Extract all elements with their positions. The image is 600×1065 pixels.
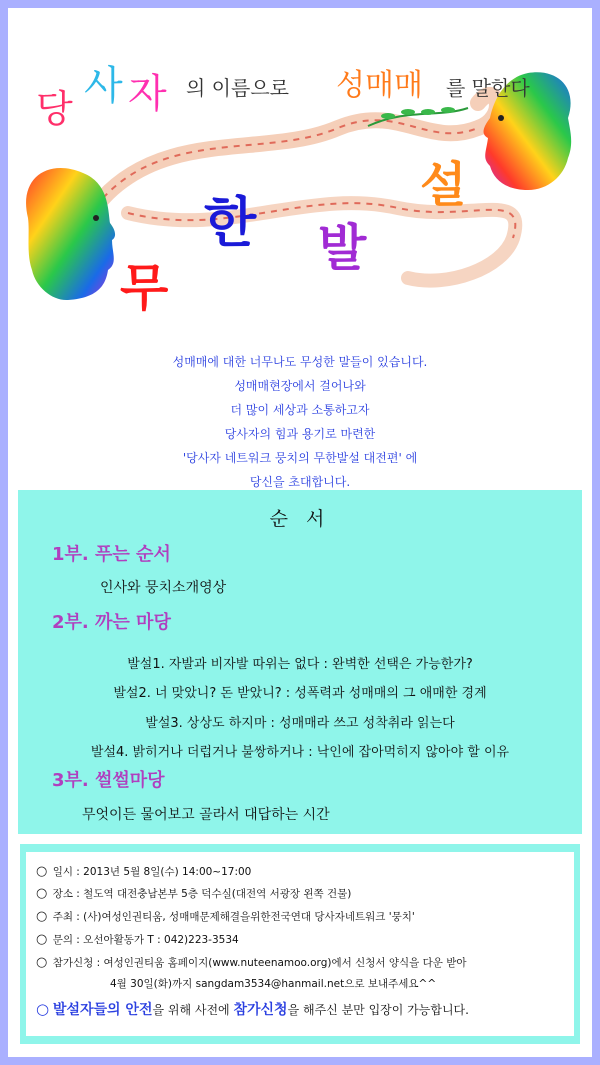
part3-desc: 무엇이든 물어보고 골라서 대답하는 시간 [82,807,330,823]
part2-title: 2부. 까는 마당 [52,612,171,633]
notice-highlight-1: 발설자들의 안전 [52,1002,153,1018]
info-box [26,852,574,1036]
title-text-2: 를 말한다 [446,76,530,100]
bullet-circle-icon: ○ [36,955,48,970]
info-place [36,886,351,901]
info-host [36,909,415,924]
poster-title [36,54,576,131]
info-contact-text: 문의 : 오선아활동가 T : 042)223-3534 [52,934,239,946]
part1-title: 1부. 푸는 순서 [52,544,171,565]
intro-line: 성매매에 대한 너무나도 무성한 말들이 있습니다. [172,355,428,369]
talk-item: 발설3. 상상도 하지마 : 성매매라 쓰고 성착취라 읽는다 [145,716,455,731]
info-date [36,864,251,879]
big-word-1: 무 [120,259,169,317]
info-panel [20,844,580,1044]
bullet-circle-icon: ○ [36,932,48,947]
info-host-text: 주최 : (사)여성인권티움, 성매매문제해결을위한전국연대 당사자네트워크 '뭉치' [52,911,415,923]
intro-line: '당사자 네트워크 뭉치의 무한발설 대전편' 에 [182,451,418,465]
info-date-text: 일시 : 2013년 5월 8일(수) 14:00~17:00 [52,866,252,878]
big-word-3: 발 [318,219,367,277]
title-text-1: 의 이름으로 [186,76,289,100]
info-apply [36,955,467,970]
hero-illustration [8,8,592,338]
bullet-circle-icon: ○ [36,909,48,924]
bullet-circle-icon: ○ [36,886,48,901]
notice-text-2: 을 해주신 분만 입장이 가능합니다. [287,1003,469,1017]
program-title: 순 서 [269,508,331,530]
part3-title: 3부. 썰썰마당 [52,770,165,791]
part1-desc: 인사와 뭉치소개영상 [100,580,227,596]
intro-line: 성매매현장에서 걸어나와 [234,379,366,393]
poster [8,8,592,1057]
title-char-2: 사 [84,63,123,109]
talk-item: 발설1. 자발과 비자발 따위는 없다 : 완벽한 선택은 가능한가? [127,657,473,672]
intro-line: 더 많이 세상과 소통하고자 [230,403,370,417]
title-keyword: 성매매 [336,68,423,103]
program-panel [18,490,582,834]
notice-text-1: 을 위해 사전에 [152,1003,234,1017]
entry-notice [36,999,469,1019]
notice-highlight-2: 참가신청 [233,1002,288,1018]
talk-item: 발설4. 밝히거나 더럽거나 불쌍하거나 : 낙인에 잡아먹히지 않아야 할 이유 [90,745,510,760]
info-apply-line2: 4월 30일(화)까지 sangdam3534@hanmail.net으로 보내주세요^^ [110,978,437,990]
talk-item: 발설2. 너 맞았니? 돈 받았니? : 성폭력과 성매매의 그 애매한 경계 [113,686,487,701]
intro-line: 당사자의 힘과 용기로 마련한 [224,427,376,441]
big-word-2: 한 [204,191,257,254]
bullet-circle-icon: ○ [36,1000,50,1018]
intro-line: 당신을 초대합니다. [249,475,351,489]
bullet-circle-icon: ○ [36,864,48,879]
info-contact [36,932,239,947]
intro-text [8,350,592,494]
big-word-4: 설 [420,157,467,213]
info-place-text: 장소 : 철도역 대전충남본부 5층 덕수실(대전역 서광장 왼쪽 건물) [52,888,352,900]
title-char-1: 당 [36,87,73,131]
title-char-3: 자 [128,71,167,117]
info-apply-text: 참가신청 : 여성인권티움 홈페이지(www.nuteenamoo.org)에서 신청서 양식을 다운 받아 [52,957,467,969]
